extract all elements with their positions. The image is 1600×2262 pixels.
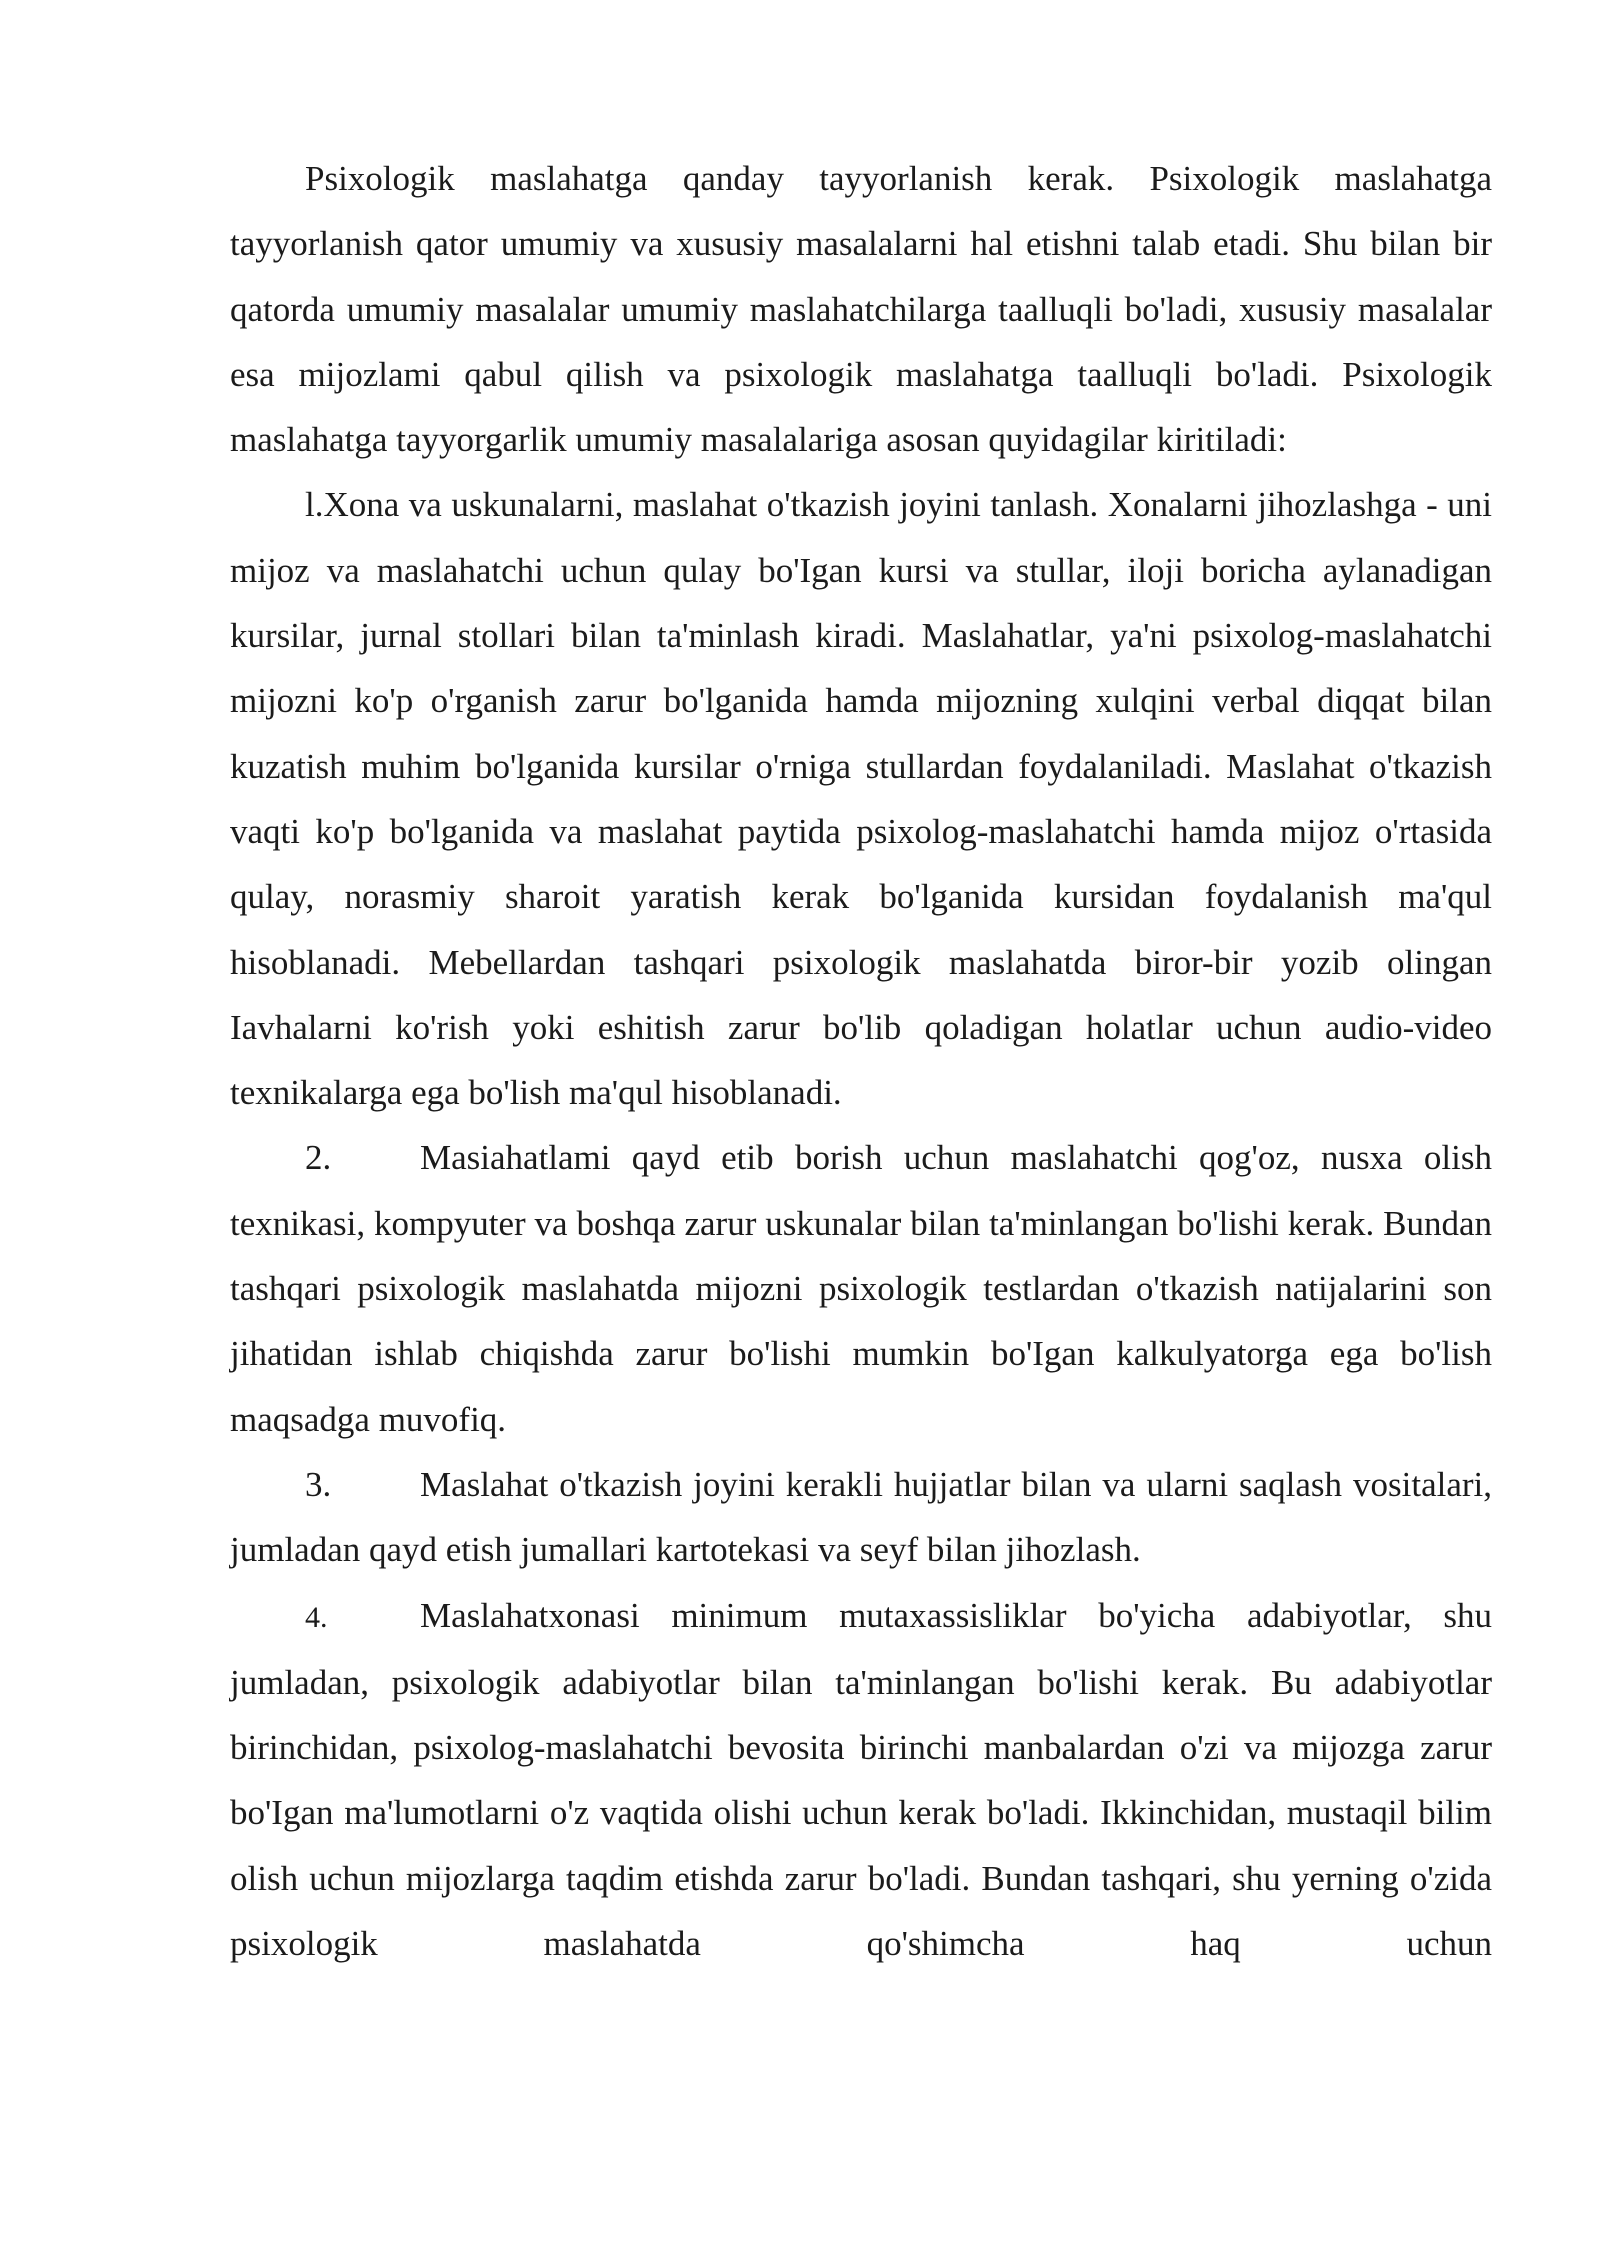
list-item-2 xyxy=(230,1125,1492,1451)
list-item-3-text: Maslahat o'tkazish joyini kerakli hujjatlar bilan va ularni saqlash vositalari, jumladan qayd etish jumallari kartotekasi va seyf bilan jihozlash. xyxy=(230,1464,1492,1570)
list-item-4-number: 4. xyxy=(305,1600,328,1634)
list-item-1: l.Xona va uskunalarni, maslahat o'tkazish joyini tanlash. Xonalarni jihozlashga - uni mijoz va maslahatchi uchun qulay bo'Igan kursi va stullar, iloji boricha aylanadigan kursilar, jurnal stollari bilan ta'minlash kiradi. Maslahatlar, ya'ni psixolog-maslahatchi mijozni ko'p o'rganish zarur bo'lganida hamda mijozning xulqini verbal diqqat bilan kuzatish muhim bo'lganida kursilar o'rniga stullardan foydalaniladi. Maslahat o'tkazish vaqti ko'p bo'lganida va maslahat paytida psixolog-maslahatchi hamda mijoz o'rtasida qulay, norasmiy sharoit yaratish kerak bo'lganida kursidan foydalanish ma'qul hisoblanadi. Mebellardan tashqari psixologik maslahatda biror-bir yozib olingan Iavhalarni ko'rish yoki eshitish zarur bo'lib qoladigan holatlar uchun audio-video texnikalarga ega bo'lish ma'qul hisoblanadi. xyxy=(230,485,1492,1113)
list-item-3-number: 3. xyxy=(305,1464,332,1504)
list-item-3 xyxy=(230,1452,1492,1583)
list-item-4 xyxy=(230,1583,1492,1977)
document-page xyxy=(230,146,1492,1976)
list-item-2-text: Masiahatlami qayd etib borish uchun maslahatchi qog'oz, nusxa olish texnikasi, kompyuter va boshqa zarur uskunalar bilan ta'minlangan bo'lishi kerak. Bundan tashqari psixologik maslahatda mijozni psixologik testlardan o'tkazish natijalarini son jihatidan ishlab chiqishda zarur bo'lishi mumkin bo'Igan kalkulyatorga ega bo'lish maqsadga muvofiq. xyxy=(230,1138,1492,1439)
intro-paragraph: Psixologik maslahatga qanday tayyorlanish kerak. Psixologik maslahatga tayyorlanish qator umumiy va xususiy masalalarni hal etishni talab etadi. Shu bilan bir qatorda umumiy masalalar umumiy maslahatchilarga taalluqli bo'ladi, xususiy masalalar esa mijozlami qabul qilish va psixologik maslahatga taalluqli bo'ladi. Psixologik maslahatga tayyorgarlik umumiy masalalariga asosan quyidagilar kiritiladi: xyxy=(230,159,1492,460)
list-item-4-text: Maslahatxonasi minimum mutaxassisliklar bo'yicha adabiyotlar, shu jumladan, psixologik adabiyotlar bilan ta'minlangan bo'lishi kerak. Bu adabiyotlar birinchidan, psixolog-maslahatchi bevosita birinchi manbalardan o'zi va mijozga zarur bo'Igan ma'lumotlarni o'z vaqtida olishi uchun kerak bo'ladi. Ikkinchidan, mustaqil bilim olish uchun mijozlarga taqdim etishda zarur bo'ladi. Bundan tashqari, shu yerning o'zida psixologik maslahatda qo'shimcha haq uchun xyxy=(230,1595,1492,1964)
list-item-2-number: 2. xyxy=(305,1138,332,1178)
